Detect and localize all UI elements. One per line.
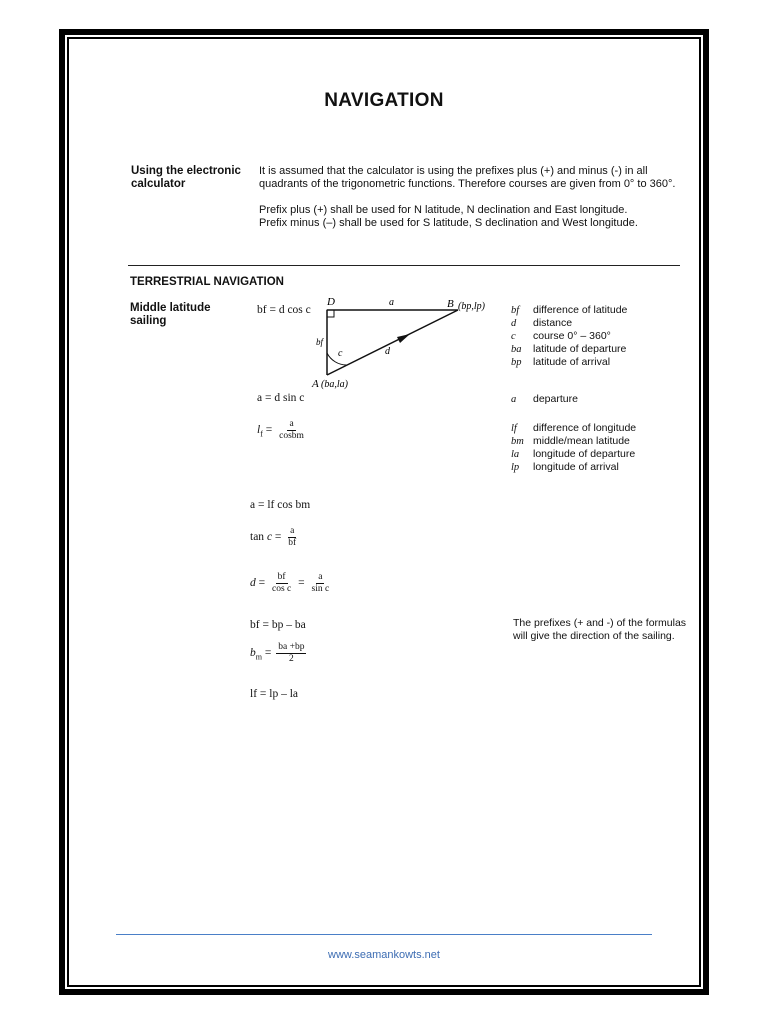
- legend-item: bm middle/mean latitude: [511, 435, 630, 447]
- subsection-label: Middle latitude sailing: [130, 302, 211, 327]
- intro-paragraph-2-line-1: Prefix plus (+) shall be used for N latitude, N declination and East longitude.: [259, 204, 628, 216]
- right-angle-mark: [327, 310, 334, 317]
- section-divider: [128, 265, 680, 266]
- legend-item: la longitude of departure: [511, 448, 636, 460]
- section-title: TERRESTRIAL NAVIGATION: [130, 276, 284, 288]
- d-fraction-2: [310, 572, 332, 595]
- legend-item: lf difference of longitude: [511, 422, 637, 434]
- intro-label: Using the electronic calculator: [131, 165, 241, 190]
- side-bf-label: bf: [316, 337, 324, 347]
- d-denominator-2: sin c: [311, 584, 330, 594]
- side-a-label: a: [389, 297, 394, 308]
- vertex-d-label: D: [327, 296, 335, 308]
- lf-denominator: cosbm: [279, 431, 304, 441]
- formula-bf: bf = d cos c: [257, 304, 311, 316]
- legend-group-3: [511, 422, 636, 474]
- d-fraction-1: [270, 572, 293, 595]
- lf-numerator: a: [289, 419, 294, 429]
- formula-tan: tan c = $\frac{a}{bf}$: [250, 526, 297, 548]
- legend-item: bf difference of latitude: [511, 304, 628, 316]
- formula-lf-diff: lf = lp – la: [250, 688, 299, 700]
- legend-item: ba latitude of departure: [511, 343, 627, 355]
- angle-c-label: c: [338, 348, 343, 359]
- vertex-a-label: A: [312, 378, 319, 390]
- tan-numerator: a: [290, 526, 295, 536]
- vertex-b-coords: (bp,lp): [458, 301, 485, 312]
- d-denominator-1: cos c: [272, 584, 292, 594]
- side-d-label: d: [385, 346, 390, 357]
- vertex-b-label: B: [447, 298, 454, 310]
- tan-fraction: [286, 526, 298, 549]
- vertex-a-coords: (ba,la): [321, 379, 348, 390]
- lf-fraction: [277, 419, 306, 442]
- legend-item: lp longitude of arrival: [511, 461, 619, 473]
- prefix-note: The prefixes (+ and -) of the formulas will give the direction of the sailing.: [513, 617, 687, 642]
- d-numerator-2: a: [318, 572, 323, 582]
- legend-item: a departure: [511, 393, 578, 405]
- bm-denominator: 2: [288, 654, 294, 664]
- legend-group-2: [511, 393, 578, 406]
- triangle-diagram: [300, 290, 500, 400]
- angle-c-arc: [327, 353, 347, 365]
- formula-a-lf: a = lf cos bm: [250, 499, 311, 511]
- intro-paragraph-2-line-2: Prefix minus (–) shall be used for S latitude, S declination and West longitude.: [259, 217, 638, 229]
- legend-item: bp latitude of arrival: [511, 356, 611, 368]
- intro-paragraph-1: It is assumed that the calculator is using the prefixes plus (+) and minus (-) in all quadrants of the trigonometric functions. Therefore courses are given from 0° to 360°.: [259, 165, 676, 190]
- formula-bf-diff: bf = bp – ba: [250, 619, 306, 631]
- direction-arrow: [397, 334, 410, 343]
- legend-item: c course 0° – 360°: [511, 330, 611, 342]
- footer-divider: [116, 934, 652, 935]
- bm-numerator: ba +bp: [278, 642, 305, 652]
- tan-denominator: bf: [288, 538, 297, 548]
- formula-lf: $l_f$ = $\frac{a}{\text{cosbm}}$: [257, 419, 304, 441]
- formula-a: a = d sin c: [257, 392, 305, 404]
- formula-bm: $b_m$ = $\frac{ba +bp}{2}$: [250, 642, 305, 664]
- page-title: NAVIGATION: [324, 90, 444, 111]
- legend-item: d distance: [511, 317, 573, 329]
- formula-d: d = $\frac{bf}{\text{cos c}}$ = $\frac{a}{\text{sin c}}$: [250, 572, 330, 594]
- d-numerator-1: bf: [277, 572, 286, 582]
- bm-fraction: [276, 642, 306, 665]
- legend-group-1: [511, 304, 627, 369]
- footer-link[interactable]: www.seamankowts.net: [328, 949, 440, 961]
